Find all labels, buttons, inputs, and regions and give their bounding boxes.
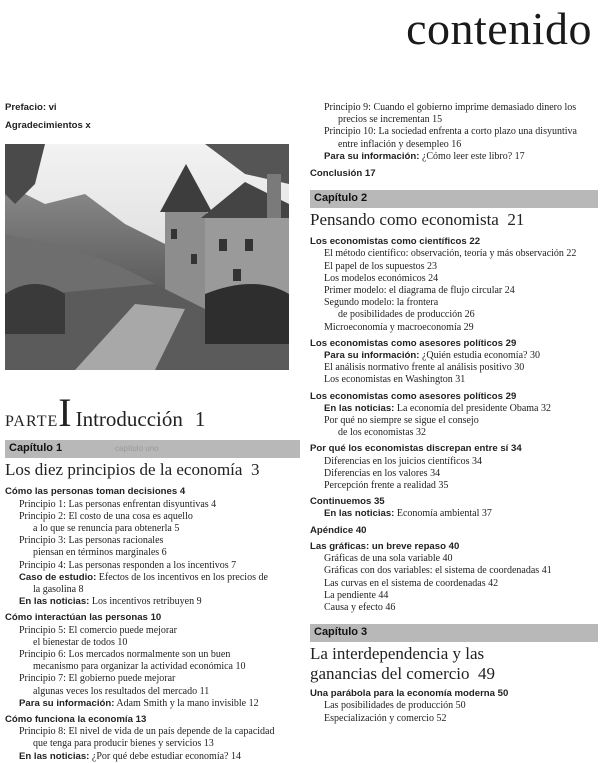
toc-item[interactable]: En las noticias: Economía ambiental 37 — [324, 508, 492, 520]
toc-section[interactable]: Cómo las personas toman decisiones 4 — [5, 486, 186, 498]
toc-section[interactable]: Por qué los economistas discrepan entre sí 34 — [310, 443, 522, 455]
toc-section[interactable]: Los economistas como asesores políticos 29 — [310, 337, 517, 349]
toc-section[interactable]: Conclusión 17 — [310, 168, 376, 180]
toc-item[interactable]: Por qué no siempre se sigue el consejo — [324, 415, 479, 427]
toc-item[interactable]: Caso de estudio: Efectos de los incentivos en los precios de — [19, 571, 268, 583]
toc-item[interactable]: Diferencias en los juicios científicos 34 — [324, 455, 483, 467]
toc-item[interactable]: Las posibilidades de producción 50 — [324, 700, 466, 712]
toc-item[interactable]: Gráficas de una sola variable 40 — [324, 553, 453, 565]
toc-item[interactable]: El método científico: observación, teoría y más observación 22 — [324, 248, 577, 260]
toc-item[interactable]: Principio 9: Cuando el gobierno imprime demasiado dinero los — [324, 102, 577, 113]
right-column — [310, 102, 598, 725]
toc-item[interactable]: la gasolina 8 — [33, 584, 84, 596]
toc-section[interactable]: Las gráficas: un breve repaso 40 — [310, 540, 460, 552]
toc-item[interactable]: el bienestar de todos 10 — [33, 636, 128, 648]
toc-item[interactable]: Principio 2: El costo de una cosa es aquello — [19, 510, 193, 522]
toc-entry-agradecimientos[interactable]: Agradecimientos x — [5, 120, 91, 132]
toc-item[interactable]: Principio 1: Las personas enfrentan disyuntivas 4 — [19, 498, 217, 510]
toc-item[interactable]: a lo que se renuncia para obtenerla 5 — [33, 523, 180, 535]
toc-item[interactable]: de los economistas 32 — [338, 427, 427, 439]
chapter-2-bar: Capítulo 2 — [310, 190, 598, 208]
toc-section[interactable]: Cómo funciona la economía 13 — [5, 714, 147, 726]
toc-section[interactable]: Apéndice 40 — [310, 524, 367, 536]
toc-item[interactable]: Gráficas con dos variables: el sistema de coordenadas 41 — [324, 565, 552, 577]
toc-item[interactable]: Principio 8: El nivel de vida de un país depende de la capacidad — [19, 726, 275, 738]
toc-item[interactable]: de posibilidades de producción 26 — [338, 309, 475, 321]
toc-item[interactable]: Para su información: ¿Cómo leer este libro? 17 — [324, 150, 525, 162]
toc-item[interactable]: El papel de los supuestos 23 — [324, 260, 438, 272]
toc-item[interactable]: Los modelos económicos 24 — [324, 272, 439, 284]
toc-item[interactable]: Causa y efecto 46 — [324, 601, 396, 613]
toc-item[interactable]: Segundo modelo: la frontera — [324, 297, 439, 309]
toc-item[interactable]: Para su información: Adam Smith y la mano invisible 12 — [19, 697, 259, 709]
toc-section[interactable]: Los economistas como científicos 22 — [310, 236, 481, 248]
toc-item[interactable]: piensan en términos marginales 6 — [33, 547, 167, 559]
toc-item[interactable]: El análisis normativo frente al análisis positivo 30 — [324, 362, 525, 374]
toc-item[interactable]: En las noticias: ¿Por qué debe estudiar economía? 14 — [19, 750, 241, 762]
toc-section[interactable]: Una parábola para la economía moderna 50 — [310, 688, 509, 700]
chapter-3-bar: Capítulo 3 — [310, 624, 598, 642]
toc-item[interactable]: Especialización y comercio 52 — [324, 712, 447, 724]
toc-item[interactable]: mecanismo para organizar la actividad económica 10 — [33, 661, 246, 673]
chapter-3-title[interactable]: La interdependencia y las ganancias del comercio 49 — [310, 644, 496, 684]
toc-item[interactable]: Principio 5: El comercio puede mejorar — [19, 624, 178, 636]
left-column — [5, 102, 300, 763]
toc-item[interactable]: Para su información: ¿Quién estudia economía? 30 — [324, 350, 540, 362]
toc-item[interactable]: Los economistas en Washington 31 — [324, 374, 466, 386]
castle-photo — [5, 144, 289, 370]
toc-section[interactable]: Los economistas como asesores políticos 29 — [310, 390, 517, 402]
toc-item[interactable]: Principio 4: Las personas responden a los incentivos 7 — [19, 559, 237, 571]
toc-item[interactable]: Principio 6: Los mercados normalmente son un buen — [19, 649, 231, 661]
toc-item[interactable]: Microeconomía y macroeconomía 29 — [324, 321, 474, 333]
toc-item[interactable]: La pendiente 44 — [324, 589, 389, 601]
toc-item[interactable]: entre inflación y desempleo 16 — [338, 138, 462, 150]
toc-item[interactable]: Percepción frente a realidad 35 — [324, 480, 449, 492]
toc-section[interactable]: Continuemos 35 — [310, 496, 385, 508]
toc-section[interactable]: Cómo interactúan las personas 10 — [5, 612, 162, 624]
toc-item[interactable]: Principio 10: La sociedad enfrenta a corto plazo una disyuntiva — [324, 126, 577, 138]
part-heading: PARTE I Introducción 1 — [5, 390, 206, 436]
toc-item[interactable]: Diferencias en los valores 34 — [324, 467, 441, 479]
page-title: contenido — [406, 3, 592, 54]
toc-item[interactable]: Primer modelo: el diagrama de flujo circular 24 — [324, 285, 515, 297]
toc-item[interactable]: Principio 7: El gobierno puede mejorar — [19, 673, 176, 685]
toc-item[interactable]: precios se incrementan 15 — [338, 114, 443, 126]
toc-item[interactable]: En las noticias: Los incentivos retribuyen 9 — [19, 596, 202, 608]
toc-item[interactable]: Las curvas en el sistema de coordenadas 42 — [324, 577, 499, 589]
chapter-1-bar: Capítulo 1 capítulo uno — [5, 440, 300, 458]
toc-entry-prefacio[interactable]: Prefacio: vi — [5, 102, 57, 113]
toc-item[interactable]: En las noticias: La economía del presidente Obama 32 — [324, 402, 551, 414]
chapter-2-title[interactable]: Pensando como economista 21 — [310, 210, 525, 230]
toc-item[interactable]: Principio 3: Las personas racionales — [19, 535, 164, 547]
toc-item[interactable]: algunas veces los resultados del mercado 11 — [33, 685, 210, 697]
chapter-1-title[interactable]: Los diez principios de la economía 3 — [5, 460, 260, 480]
toc-item[interactable]: que tenga para producir bienes y servicios 13 — [33, 738, 214, 750]
